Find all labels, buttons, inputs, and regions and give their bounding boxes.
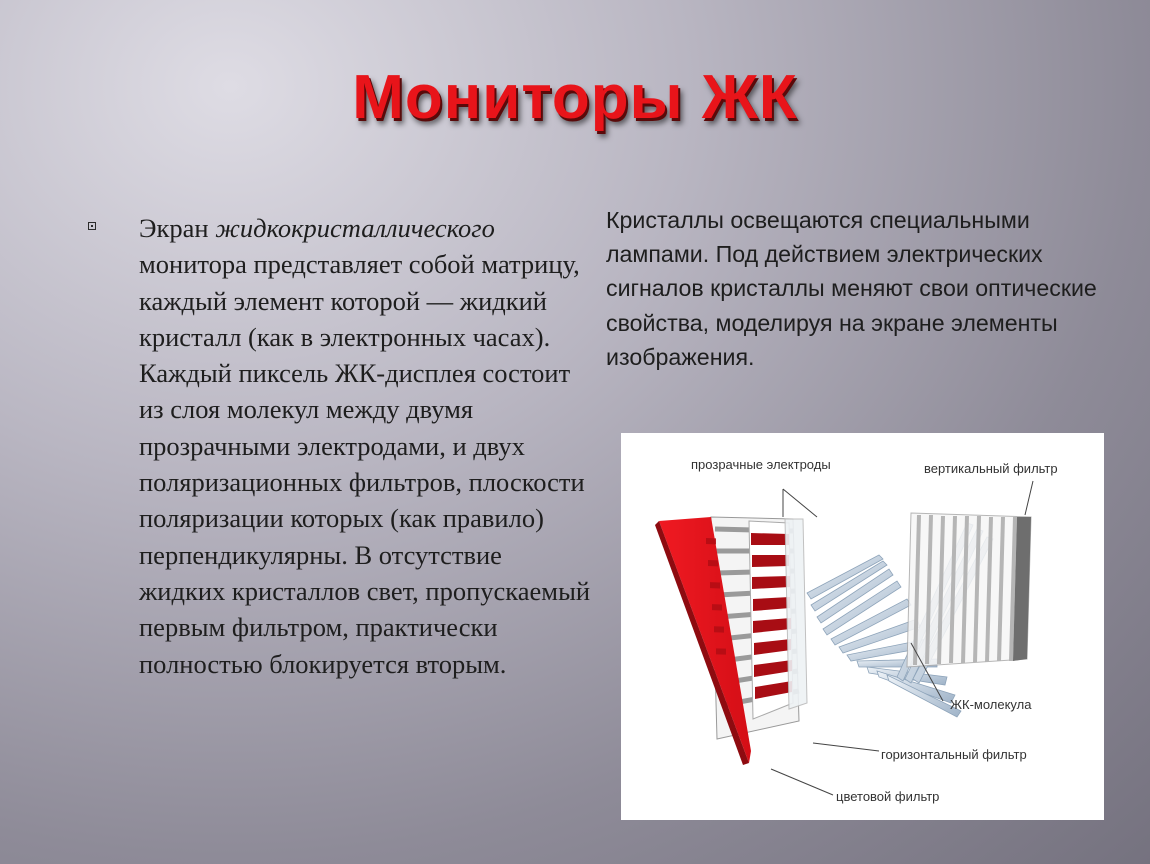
left-paragraph <box>139 210 594 682</box>
label-vertical-filter: вертикальный фильтр <box>924 461 1058 476</box>
left-rest: монитора представляет собой матрицу, каждый элемент которой — жидкий кристалл (как в электронных часах). Каждый пиксель ЖК-дисплея состоит из слоя молекул между двумя прозрачными электродами, и двух поляризационных фильтров, плоскости поляризации которых (как правило) перпендикулярны. В отсутствие жидких кристаллов свет, пропускаемый первым фильтром, практически полностью блокируется вторым. <box>139 249 591 679</box>
label-lc-molecule: ЖК-молекула <box>950 697 1032 712</box>
left-prefix: Экран <box>139 213 216 243</box>
bullet-icon <box>88 222 96 230</box>
lcd-diagram <box>621 433 1104 820</box>
glass-electrode <box>785 519 807 709</box>
vertical-filter-grid <box>907 513 1031 667</box>
label-horizontal-filter: горизонтальный фильтр <box>881 747 1027 762</box>
left-column <box>88 210 591 682</box>
left-italic-word: жидкокристаллического <box>215 213 495 243</box>
label-electrodes: прозрачные электроды <box>691 457 831 472</box>
lcd-layers-illustration <box>621 433 1104 820</box>
right-paragraph: Кристаллы освещаются специальными лампами. Под действием электрических сигналов кристаллы меняют свои оптические свойства, моделируя на экране элементы изображения. <box>606 207 1097 370</box>
label-color-filter: цветовой фильтр <box>836 789 940 804</box>
slide-title: Мониторы ЖК <box>352 63 798 132</box>
